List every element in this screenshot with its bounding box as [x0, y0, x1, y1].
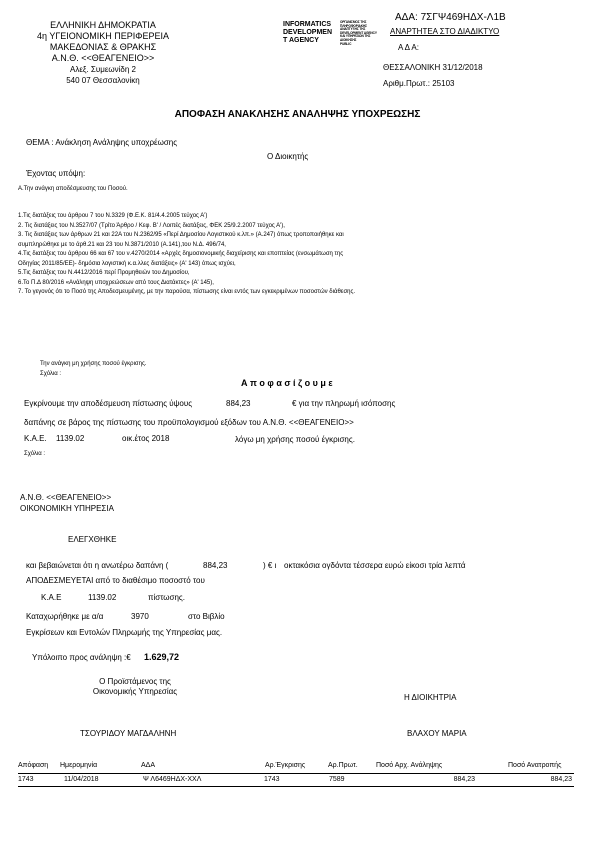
logo-tiny-7: ΑΝΑΠΤΥΞΗΣ ΤΗΣ — [340, 27, 366, 32]
finance-line-1a: και βεβαιώνεται ότι η ανωτέρω δαπάνη ( — [26, 561, 169, 570]
finance-line-2: ΑΠΟΔΕΣΜΕΥΕΤΑΙ από το διαθέσιμο ποσοστό του — [26, 576, 205, 585]
need-line: Α.Την ανάγκη αποδέσμευσης του Ποσού. — [18, 186, 128, 192]
authority-line-2: 4η ΥΓΕΙΟΝΟΜΙΚΗ ΠΕΡΙΦΕΡΕΙΑ — [36, 31, 169, 41]
director-name: ΒΛΑΧΟΥ ΜΑΡΙΑ — [407, 729, 467, 738]
protocol-number: Αριθμ.Πρωτ.: 25103 — [383, 79, 455, 88]
logo-line-1: INFORMATICS — [283, 21, 332, 28]
provisions-list — [18, 212, 355, 298]
decision-year: οικ.έτος 2018 — [122, 434, 170, 443]
decision-line-1b: € για την πληρωμή ισόποσης — [292, 399, 396, 408]
finance-head-title-1: Ο Προϊστάμενος της — [99, 677, 171, 686]
table-bottom-line — [18, 786, 574, 787]
record-label: Καταχωρήθηκε με α/α — [26, 612, 104, 621]
logo-tiny-3: DEVELOPMENT AGENCY — [340, 30, 377, 35]
finance-kae-label: Κ.Α.Ε — [41, 593, 62, 602]
logo-small-text — [340, 21, 377, 46]
finance-credit-label: πίστωσης. — [148, 593, 185, 602]
logo-tiny-2: ΠΛΗΡΟΦΟΡΙΑΚΗΣ — [340, 23, 367, 28]
logo-line-3: T AGENCY — [283, 37, 319, 44]
logo-tiny-1: ΟΡΓΑΝΙΣΜΟΣ ΤΗΣ — [340, 20, 367, 24]
finance-head-title-2: Οικονομικής Υπηρεσίας — [92, 687, 178, 696]
table-cell: 11/04/2018 — [64, 776, 99, 783]
decision-reason: λόγω μη χρήσης ποσού έγκρισης. — [235, 435, 355, 444]
finance-line-1-amount: 884,23 — [203, 561, 228, 570]
table-header-date: Ημερομηνία — [60, 762, 98, 769]
table-header-ada: ΑΔΑ — [141, 762, 156, 769]
provision-item: 2. Τις διατάξεις του Ν.3527/07 (Τρίτο Άρθρο / Κεφ. Β' / Λοιπές διατάξεις, ΦΕΚ 25/9.2.2007 τεύχος Α'), — [18, 222, 285, 229]
table-header-reversal-amount: Ποσό Ανατροπής — [508, 762, 562, 769]
table-header-protocol: Αρ.Πρωτ. — [328, 762, 358, 769]
director-title: Η ΔΙΟΙΚΗΤΡΙΑ — [404, 693, 457, 702]
comments-label-2: Σχόλια : — [24, 451, 46, 457]
provision-item: συμπληρώθηκε με το άρθ.21 και 23 του Ν.3871/2010 (Α.141),του Ν.Δ. 496/74, — [18, 241, 226, 248]
table-cell: 1743 — [264, 776, 280, 783]
decision-kae-value: 1139.02 — [56, 434, 85, 443]
authority-line-1: ΕΛΛΗΝΙΚΗ ΔΗΜΟΚΡΑΤΙΑ — [50, 20, 156, 30]
director-heading: Ο Διοικητής — [267, 152, 309, 161]
authority-line-3: ΜΑΚΕΔΟΝΙΑΣ & ΘΡΑΚΗΣ — [49, 42, 157, 52]
authority-postcode: 540 07 Θεσσαλονίκη — [66, 76, 140, 85]
having-regard-label: Έχοντας υπόψη: — [26, 169, 86, 178]
balance-label: Υπόλοιπο προς ανάληψη :€ — [32, 653, 131, 662]
provision-item: 5.Τις διατάξεις του Ν.4412/2016 περί Προμηθειών του Δημοσίου, — [18, 270, 190, 276]
informatics-agency-logo — [283, 21, 332, 45]
provision-item: 4.Τις διατάξεις του άρθρου 66 και 67 του ν.4270/2014 «Αρχές δημοσιονομικής διαχείρισης και εποπτείας (ενσωμάτωση της — [18, 251, 344, 257]
provision-item: 6.Το Π.Δ 80/2016 «Ανάληψη υποχρεώσεων από τους Διατάκτες» (Α' 145), — [18, 279, 214, 286]
checked-label: ΕΛΕΓΧΘΗΚΕ — [68, 535, 117, 544]
provision-item: 3. Τις διατάξεις των άρθρων 21 και 22Α του Ν.2362/95 «Περί Δημοσίου Λογιστικού κ.λπ.» (Α.247) όπως τροποποιήθηκε και — [18, 232, 344, 238]
decide-heading: Α π ο φ α σ ί ζ ο υ μ ε — [241, 378, 333, 388]
balance-value: 1.629,72 — [144, 652, 180, 662]
subject-line: ΘΕΜΑ : Ανάκληση Ανάληψης υποχρέωσης — [26, 138, 178, 147]
book-line: Εγκρίσεων και Εντολών Πληρωμής της Υπηρεσίας μας. — [26, 628, 223, 637]
decision-kae-label: Κ.Α.Ε. — [24, 434, 47, 443]
table-header-decision: Απόφαση — [18, 762, 49, 769]
table-cell: 884,23 — [550, 776, 572, 783]
finance-kae-value: 1139.02 — [88, 593, 117, 602]
table-cell: 884,23 — [453, 776, 475, 783]
authority-address: Αλεξ. Συμεωνίδη 2 — [69, 65, 137, 74]
table-cell: 1743 — [18, 776, 34, 783]
ada-code: ΑΔΑ: 7ΣΓΨ469ΗΔΧ-Λ1Β — [395, 12, 506, 23]
finance-department — [20, 492, 114, 514]
posted-online-note: ΑΝΑΡΤΗΤΕΑ ΣΤΟ ΔΙΑΔΙΚΤΥΟ — [390, 27, 500, 36]
document-title: ΑΠΟΦΑΣΗ ΑΝΑΚΛΗΣΗΣ ΑΝΑΛΗΨΗΣ ΥΠΟΧΡΕΩΣΗΣ — [174, 109, 421, 120]
comments-label-1: Σχόλια : — [40, 371, 62, 377]
finance-head-title — [70, 677, 200, 697]
non-use-need: Την ανάγκη μη χρήσης ποσού έγκρισης. — [40, 361, 147, 367]
table-cell: 7589 — [329, 776, 345, 783]
decision-amount: 884,23 — [226, 399, 251, 408]
record-number: 3970 — [131, 612, 149, 621]
finance-org: Α.Ν.Θ. <<ΘΕΑΓΕΝΕΙΟ>> — [20, 493, 112, 502]
provision-item: Οδηγίας 2011/85/ΕΕ)- δημόσια λογιστική κ.α.λλες διατάξεις» (Α' 143) όπως ισχύει, — [18, 260, 236, 267]
ada-label: Α Δ Α: — [398, 43, 419, 52]
finance-line-1b: ) € ι — [263, 561, 277, 570]
authority-line-4: Α.Ν.Θ. <<ΘΕΑΓΕΝΕΙΟ>> — [51, 53, 155, 63]
table-header-initial-amount: Ποσό Αρχ. Ανάληψης — [376, 762, 443, 769]
table-divider — [18, 773, 574, 774]
table-header-approval-no: Αρ.Έγκρισης — [265, 762, 306, 769]
provision-item: 7. Το γεγονός ότι το Ποσό της Αποδεσμευμένης, με την παρούσα, πίστωσης είναι εντός των εγκεκριμένων ποσοστών διάθεσης. — [18, 289, 356, 295]
finance-head-name: ΤΣΟΥΡΙΔΟΥ ΜΑΓΔΑΛΗΝΗ — [80, 729, 177, 738]
book-label: στο Βιβλίο — [188, 612, 225, 621]
logo-tiny-6: PUBLIC — [340, 41, 352, 46]
decision-line-1a: Εγκρίνουμε την αποδέσμευση πίστωσης ύψους — [24, 399, 193, 408]
issuing-authority — [28, 20, 178, 86]
logo-line-2: DEVELOPMEN — [283, 29, 333, 36]
table-cell: Ψ Λ6469ΗΔΧ-ΧΧΛ — [143, 776, 202, 783]
provision-item: 1.Τις διατάξεις του άρθρου 7 του Ν.3329 (Φ.Ε.Κ. 81/4.4.2005 τεύχος Α') — [18, 213, 208, 219]
decision-line-2: δαπάνης σε βάρος της πίστωσης του προϋπολογισμού εξόδων του Α.Ν.Θ. <<ΘΕΑΓΕΝΕΙΟ>> — [24, 418, 354, 427]
finance-amount-words: οκτακόσια ογδόντα τέσσερα ευρώ είκοσι τρία λεπτά — [284, 561, 466, 570]
logo-tiny-4: ΚΑΙ ΥΠΗΡΕΣΙΩΝ ΤΗΣ — [340, 34, 371, 39]
logo-tiny-5: ΔΙΟΙΚΗΣΗΣ — [340, 37, 357, 42]
city-date: ΘΕΣΣΑΛΟΝΙΚΗ 31/12/2018 — [383, 63, 483, 72]
finance-dept: ΟΙΚΟΝΟΜΙΚΗ ΥΠΗΡΕΣΙΑ — [20, 504, 114, 513]
